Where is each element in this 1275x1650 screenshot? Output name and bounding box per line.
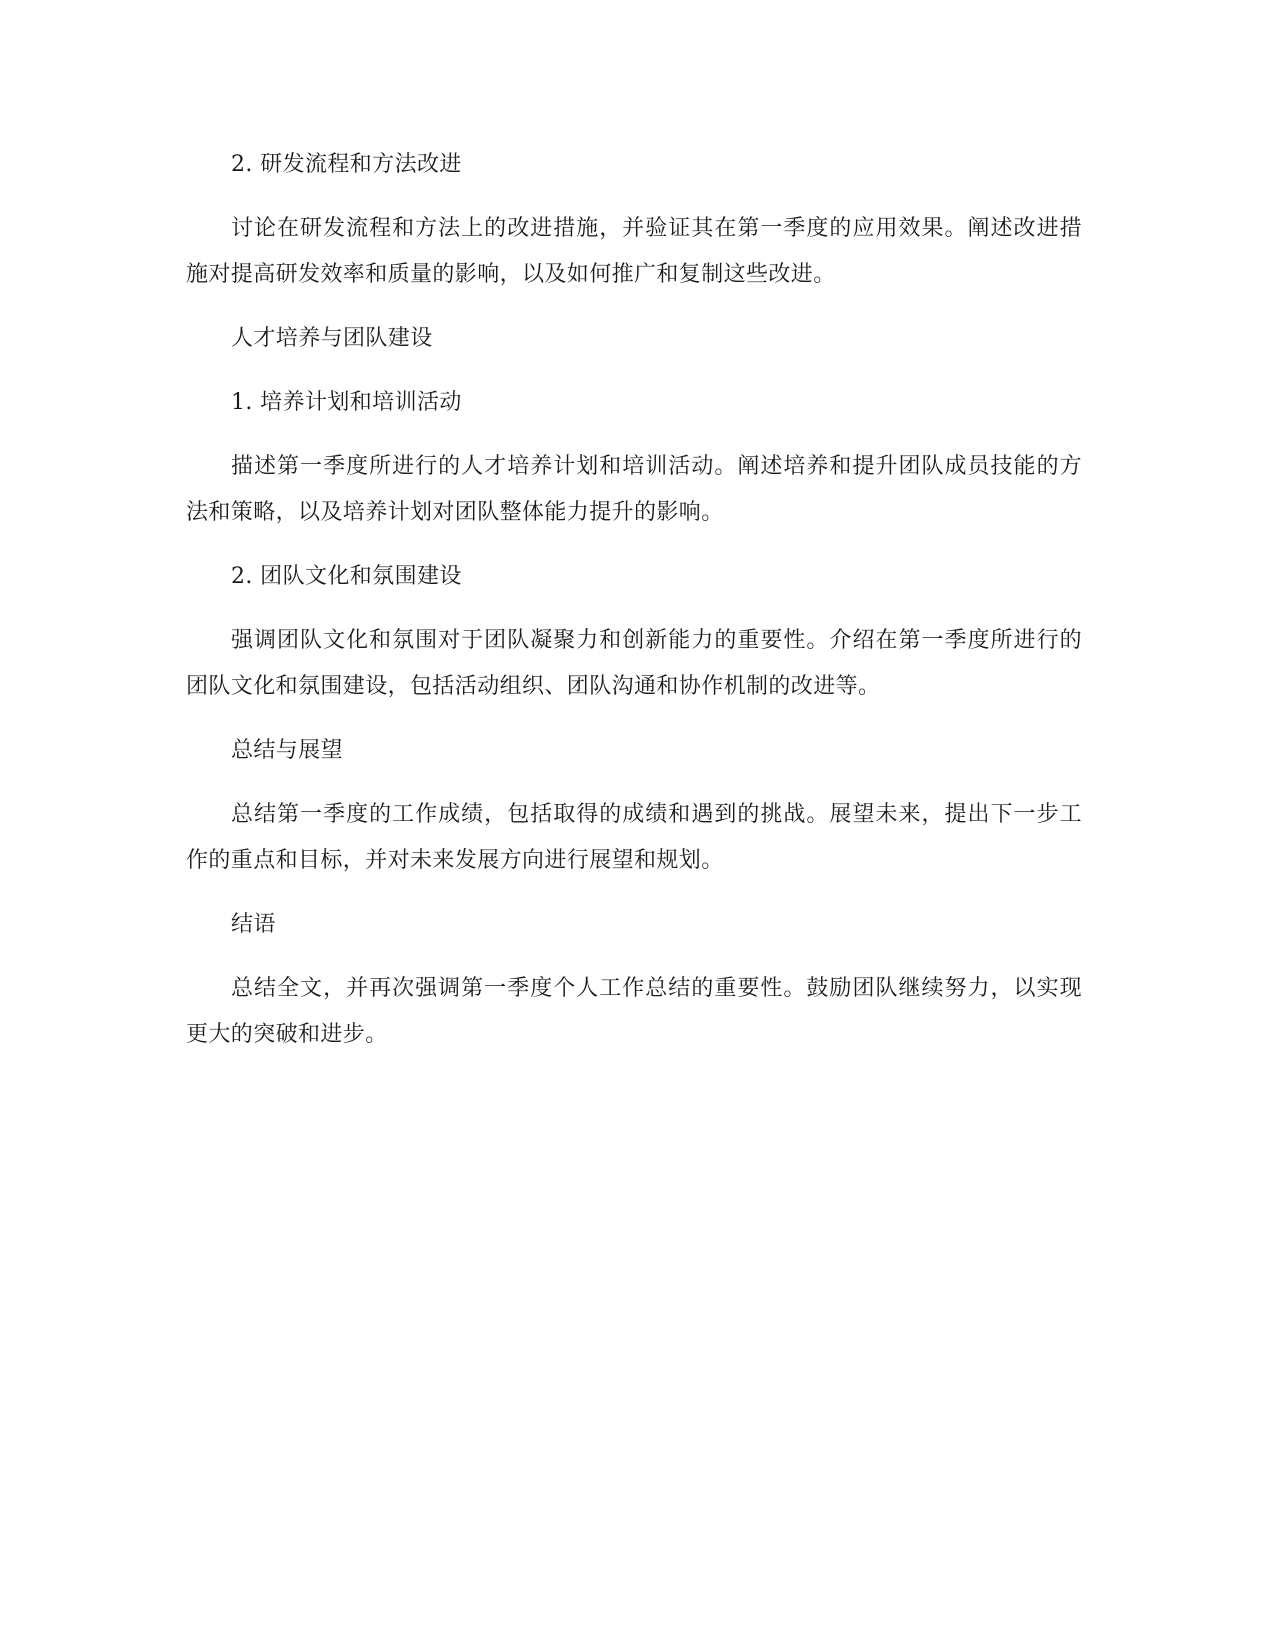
section-heading-rd-process: 2. 研发流程和方法改进 — [231, 152, 462, 177]
paragraph-conclusion: 总结全文，并再次强调第一季度个人工作总结的重要性。鼓励团队继续努力，以实现更大的突破和进步。 — [186, 976, 1082, 1047]
section-heading-conclusion: 结语 — [231, 912, 276, 937]
paragraph-rd-process: 讨论在研发流程和方法上的改进措施，并验证其在第一季度的应用效果。阐述改进措施对提高研发效率和质量的影响，以及如何推广和复制这些改进。 — [186, 216, 1082, 287]
paragraph-summary-outlook: 总结第一季度的工作成绩，包括取得的成绩和遇到的挑战。展望未来，提出下一步工作的重点和目标，并对未来发展方向进行展望和规划。 — [186, 802, 1082, 873]
section-heading-team-culture: 2. 团队文化和氛围建设 — [231, 564, 462, 589]
section-heading-training: 1. 培养计划和培训活动 — [231, 390, 462, 415]
section-heading-talent-team: 人才培养与团队建设 — [231, 326, 433, 351]
paragraph-training: 描述第一季度所进行的人才培养计划和培训活动。阐述培养和提升团队成员技能的方法和策略，以及培养计划对团队整体能力提升的影响。 — [186, 454, 1082, 525]
document-body — [186, 142, 1082, 1076]
section-heading-summary-outlook: 总结与展望 — [231, 738, 344, 763]
paragraph-team-culture: 强调团队文化和氛围对于团队凝聚力和创新能力的重要性。介绍在第一季度所进行的团队文化和氛围建设，包括活动组织、团队沟通和协作机制的改进等。 — [186, 628, 1082, 699]
